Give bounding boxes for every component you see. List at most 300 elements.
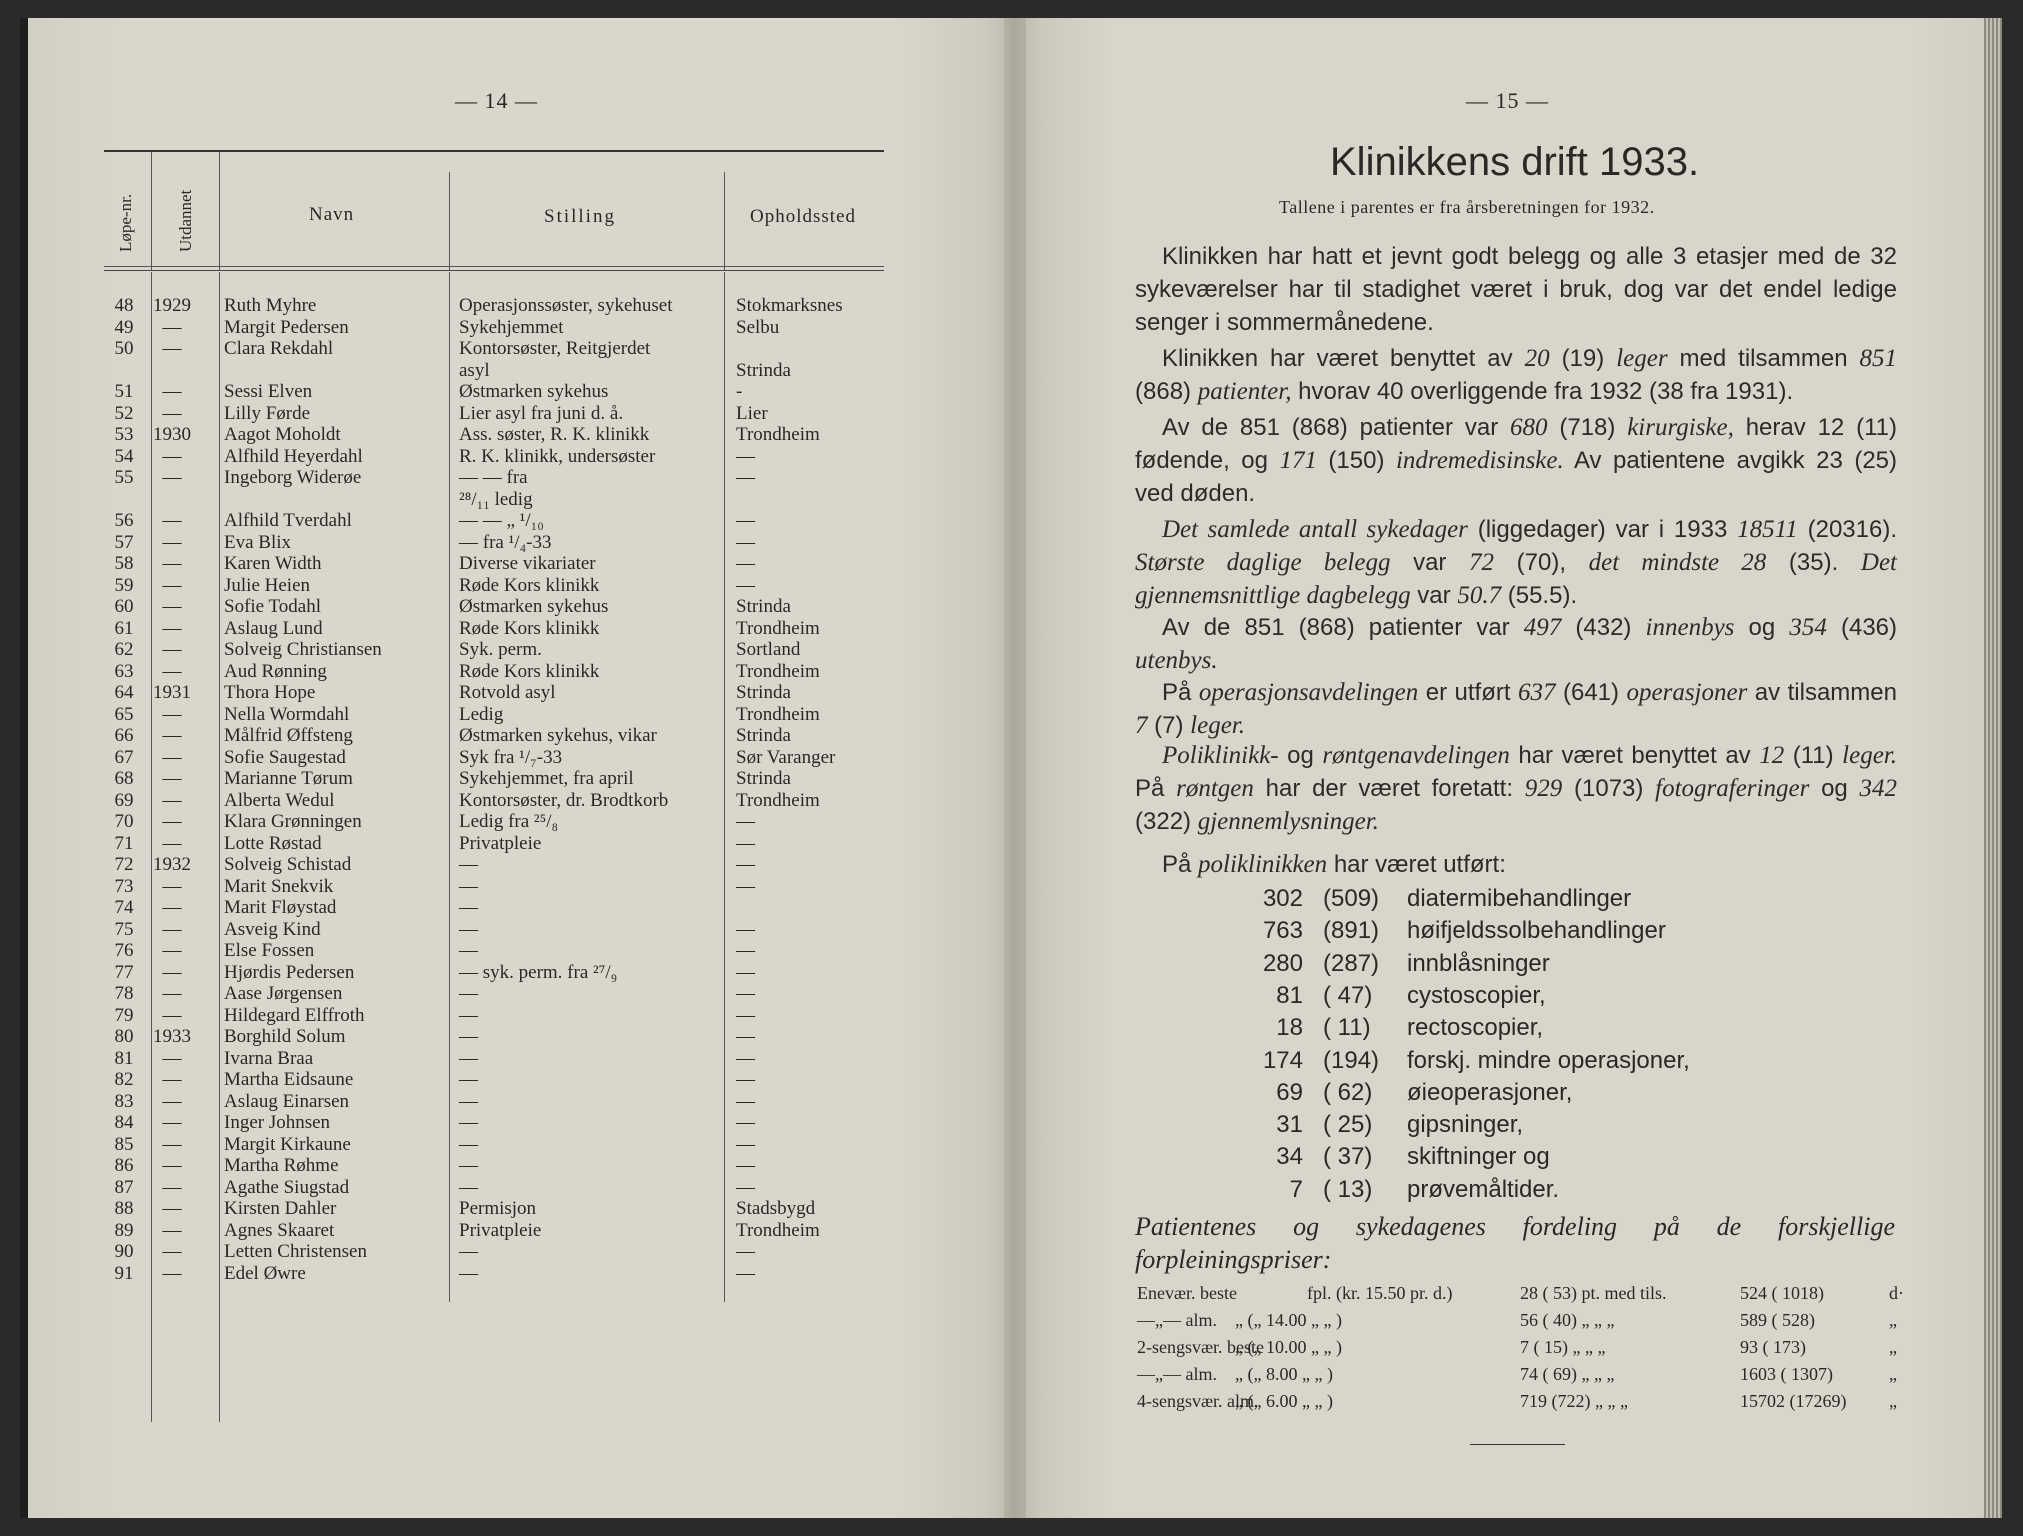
text: røntgenavdelingen [1322, 742, 1510, 769]
row-position: — [459, 1090, 478, 1112]
price-room: Enevær. beste [1137, 1283, 1237, 1303]
row-number: 76 [114, 940, 134, 961]
row-number: 86 [114, 1155, 134, 1176]
text: (7) [1147, 712, 1191, 739]
price-rate: fpl. (kr. 15.50 pr. d.) [1307, 1283, 1453, 1303]
table-row [104, 747, 884, 768]
row-position: — [459, 1133, 478, 1155]
p1-text: Klinikken har hatt et jevnt godt belegg og alle 3 etasjer med de 32 sykeværelser har til stadighet været i bruk, dog var det endel ledige senger i sommermånedene. [1135, 243, 1897, 336]
row-position: asyl [459, 359, 490, 381]
row-name: Aagot Moholdt [224, 424, 341, 445]
row-position: Rotvold asyl [459, 682, 556, 703]
row-number: 52 [114, 402, 134, 424]
row-number: 91 [114, 1262, 134, 1284]
row-position: Ass. søster, R. K. klinikk [459, 424, 650, 445]
row-position: Syk fra ¹/₇-33 [459, 746, 563, 768]
procedure-name: cystoscopier, [1407, 981, 1546, 1009]
row-place: Strinda [736, 359, 791, 381]
row-place: — [736, 1155, 755, 1176]
row-place: Trondheim [736, 789, 820, 811]
row-name: Agnes Skaaret [224, 1219, 335, 1241]
row-name: Sessi Elven [224, 381, 313, 402]
procedure-count: 280 [1262, 949, 1303, 977]
row-position: — [459, 1176, 478, 1198]
row-year: — [162, 1090, 182, 1112]
row-number: 50 [114, 338, 134, 359]
text: var [1390, 549, 1470, 576]
row-position: ²⁸/₁₁ ledig [459, 488, 533, 510]
table-row [104, 1112, 884, 1133]
text: 18511 [1737, 516, 1798, 543]
text: (432) [1561, 614, 1646, 641]
table-row [104, 1155, 884, 1176]
row-year: — [162, 510, 182, 531]
row-number: 48 [114, 295, 134, 316]
text: (liggedager) var i 1933 [1467, 516, 1738, 543]
price-rate: „ („ 14.00 „ „ ) [1235, 1310, 1342, 1330]
row-number: 57 [114, 531, 134, 553]
row-position: — fra ¹/₄-33 [459, 531, 552, 553]
text: (436) [1826, 614, 1898, 641]
row-place: Trondheim [736, 660, 820, 682]
procedure-row [1135, 885, 1835, 917]
paragraph-sick-days [1135, 513, 1897, 612]
paragraph-doctors [1135, 342, 1897, 408]
row-number: 89 [114, 1219, 134, 1241]
text: operasjonsavdelingen [1198, 679, 1419, 706]
row-position: Røde Kors klinikk [459, 660, 600, 682]
row-place: Sør Varanger [736, 746, 836, 768]
row-number: 60 [114, 596, 134, 617]
row-number: 72 [114, 854, 134, 875]
header-divider [449, 172, 450, 270]
price-patients: 28 ( 53) pt. med tils. [1520, 1283, 1667, 1303]
row-name: Alberta Wedul [224, 789, 335, 811]
row-name: Lilly Førde [224, 402, 311, 424]
row-year: — [162, 639, 182, 660]
row-year: — [162, 1155, 182, 1176]
procedure-prev: ( 11) [1323, 1014, 1371, 1042]
end-rule [1470, 1444, 1565, 1445]
row-year: — [162, 983, 182, 1004]
procedure-name: høifjeldssolbehandlinger [1407, 917, 1666, 945]
row-year: — [162, 1198, 182, 1219]
row-year: 1929 [153, 295, 191, 316]
row-number: 62 [114, 639, 134, 660]
table-row [104, 897, 884, 918]
table-row [104, 1134, 884, 1155]
table-row [104, 682, 884, 703]
row-position: Operasjonssøster, sykehuset [459, 295, 673, 316]
row-name: Kirsten Dahler [224, 1198, 337, 1219]
page-title: Klinikkens drift 1933. [1330, 140, 1700, 184]
procedure-name: gipsninger, [1407, 1111, 1524, 1139]
row-year: — [162, 1047, 182, 1069]
row-name: Marit Fløystad [224, 897, 337, 918]
row-place: — [736, 1026, 755, 1047]
row-year: 1931 [153, 682, 191, 703]
text: På [1162, 679, 1199, 706]
price-row [1137, 1337, 1907, 1361]
table-row [104, 338, 884, 359]
row-position: — [459, 1026, 478, 1047]
row-place: — [736, 875, 755, 897]
row-place: Selbu [736, 316, 780, 338]
row-position: Kontorsøster, dr. Brodtkorb [459, 789, 669, 811]
row-place: Trondheim [736, 703, 820, 725]
text: herav 12 (11) fødende, og [1135, 414, 1897, 474]
text: Det samlede antall sykedager [1162, 516, 1468, 543]
text: 680 [1510, 414, 1548, 441]
row-position: — [459, 897, 478, 918]
text: har været utført: [1327, 851, 1506, 878]
row-name: Else Fossen [224, 940, 315, 961]
price-room: 2-sengsvær. beste [1137, 1337, 1264, 1357]
row-number: 68 [114, 768, 134, 789]
table-row [104, 1048, 884, 1069]
procedure-row [1135, 1047, 1835, 1079]
row-position: Syk. perm. [459, 639, 542, 660]
row-name: Ruth Myhre [224, 295, 317, 316]
procedure-prev: (287) [1323, 949, 1380, 977]
row-number: 66 [114, 725, 134, 746]
text: 72 [1469, 549, 1495, 576]
row-year: — [162, 1133, 182, 1155]
row-name: Hjørdis Pedersen [224, 961, 355, 983]
row-place: — [736, 854, 755, 875]
text: røntgen [1176, 775, 1254, 802]
procedure-count: 34 [1276, 1143, 1303, 1171]
table-row [104, 919, 884, 940]
row-position: — [459, 1241, 478, 1262]
price-unit: „ [1889, 1310, 1897, 1330]
text: leger. [1190, 712, 1246, 739]
table-row [104, 553, 884, 574]
row-name: Edel Øwre [224, 1262, 306, 1284]
table-row [104, 876, 884, 897]
row-position: — [459, 1047, 478, 1069]
procedure-row [1135, 950, 1835, 982]
row-number: 51 [114, 381, 134, 402]
text: Poliklinikk- [1162, 742, 1279, 769]
row-place: — [736, 1004, 755, 1026]
paragraph-patients [1135, 411, 1897, 510]
table-row [104, 790, 884, 811]
price-row [1137, 1283, 1907, 1307]
row-number: 87 [114, 1176, 134, 1198]
row-position: Røde Kors klinikk [459, 574, 600, 596]
row-year: — [162, 832, 182, 854]
table-row [104, 833, 884, 854]
row-year: — [162, 574, 182, 596]
text: Av de 851 (868) patienter var [1162, 614, 1524, 641]
price-patients: 7 ( 15) „ „ „ [1520, 1337, 1606, 1357]
row-position: Østmarken sykehus, vikar [459, 725, 657, 746]
table-row [104, 1091, 884, 1112]
row-place: — [736, 1133, 755, 1155]
table-row [104, 639, 884, 660]
row-place: Trondheim [736, 1219, 820, 1241]
distribution-heading: Patientenes og sykedagenes fordeling på de forskjellige forpleiningspriser: [1135, 1212, 1895, 1274]
row-number: 56 [114, 510, 134, 531]
row-name: Inger Johnsen [224, 1112, 331, 1133]
text: (70), [1494, 549, 1589, 576]
col-header-utdannet: Utdannet [176, 189, 195, 252]
text: har været benyttet av [1509, 742, 1760, 769]
row-place: Strinda [736, 768, 791, 789]
row-name: Solveig Schistad [224, 854, 352, 875]
table-row [104, 811, 884, 832]
paragraph-operations [1135, 676, 1897, 742]
text: (868) [1135, 378, 1198, 405]
row-place: — [736, 1112, 755, 1133]
table-row [104, 940, 884, 961]
row-position: — [459, 918, 478, 940]
row-position: R. K. klinikk, undersøster [459, 445, 656, 467]
row-number: 73 [114, 875, 134, 897]
row-number: 75 [114, 918, 134, 940]
row-number: 83 [114, 1090, 134, 1112]
text: 12 [1759, 742, 1785, 769]
procedure-prev: ( 47) [1323, 981, 1373, 1009]
row-position: Ledig fra ²⁵/₈ [459, 811, 559, 832]
row-name: Marit Snekvik [224, 875, 334, 897]
text: innenbys [1645, 614, 1735, 641]
text: (11) [1784, 742, 1843, 769]
row-number: 55 [114, 467, 134, 488]
table-row [104, 596, 884, 617]
row-place: — [736, 553, 755, 574]
row-name: Borghild Solum [224, 1026, 346, 1047]
table-row [104, 768, 884, 789]
procedure-prev: (891) [1323, 917, 1380, 945]
row-position: — [459, 1112, 478, 1133]
table-row [104, 1026, 884, 1047]
table-row [104, 403, 884, 424]
row-place: — [736, 467, 755, 488]
text: (641) [1555, 679, 1627, 706]
text: (1073) [1562, 775, 1656, 802]
price-room: —„— alm. [1137, 1364, 1217, 1384]
row-name: Julie Heien [224, 574, 311, 596]
row-position: — [459, 854, 478, 875]
row-position: Sykehjemmet, fra april [459, 768, 634, 789]
procedure-name: diatermibehandlinger [1407, 885, 1632, 912]
row-name: Sofie Todahl [224, 596, 322, 617]
row-position: — — fra [459, 467, 528, 488]
text: På [1162, 851, 1199, 878]
row-name: Aud Rønning [224, 660, 327, 682]
text: (150) [1316, 447, 1396, 474]
row-name: Ivarna Braa [224, 1047, 314, 1069]
row-name: Aase Jørgensen [224, 983, 343, 1004]
table-row [104, 1005, 884, 1026]
text: 20 [1524, 345, 1550, 372]
row-number: 63 [114, 660, 134, 682]
row-position: Østmarken sykehus [459, 381, 609, 402]
row-year: — [162, 897, 182, 918]
row-number: 82 [114, 1069, 134, 1090]
row-year: — [162, 1004, 182, 1026]
text: er utført [1418, 679, 1519, 706]
row-year: — [162, 660, 182, 682]
table-row [104, 704, 884, 725]
procedure-prev: ( 13) [1323, 1175, 1373, 1203]
row-name: Klara Grønningen [224, 811, 362, 832]
text: har der været foretatt: [1253, 775, 1525, 802]
row-name: Aslaug Lund [224, 617, 323, 639]
text: fotograferinger [1655, 775, 1810, 802]
paragraph-xray [1135, 739, 1897, 838]
text: (55.5). [1501, 582, 1578, 609]
row-number: 88 [114, 1198, 134, 1219]
row-place: — [736, 832, 755, 854]
col-header-opholdssted: Opholdssted [750, 206, 856, 227]
table-row [104, 661, 884, 682]
page-subtitle: Tallene i parentes er fra årsberetningen for 1932. [1279, 197, 1655, 217]
row-year: — [162, 725, 182, 746]
row-year: — [162, 746, 182, 768]
row-year: 1932 [153, 854, 191, 875]
table-row [104, 381, 884, 402]
text: 7 [1135, 712, 1148, 739]
procedure-name: øieoperasjoner, [1407, 1078, 1573, 1106]
row-year: — [162, 961, 182, 983]
row-position: — [459, 875, 478, 897]
row-name: Martha Røhme [224, 1155, 339, 1176]
procedure-prev: ( 37) [1323, 1143, 1373, 1171]
table-row [104, 618, 884, 639]
row-place: Lier [736, 402, 768, 424]
row-place: — [736, 1047, 755, 1069]
row-position: Lier asyl fra juni d. å. [459, 402, 624, 424]
row-number: 80 [114, 1026, 134, 1047]
text: 354 [1789, 614, 1827, 641]
row-name: Asveig Kind [224, 918, 321, 940]
left-page-number: — 14 — [455, 88, 538, 113]
price-rate: „ („ 6.00 „ „ ) [1235, 1391, 1333, 1411]
row-year: — [162, 875, 182, 897]
row-name: Thora Hope [224, 682, 316, 703]
procedure-row [1135, 1079, 1835, 1111]
table-row [104, 360, 884, 381]
row-number: 67 [114, 746, 134, 768]
text: operasjoner [1626, 679, 1748, 706]
text: På [1135, 775, 1177, 802]
row-name: Nella Wormdahl [224, 703, 350, 725]
row-year: — [162, 445, 182, 467]
text: 50.7 [1457, 582, 1502, 609]
row-year: — [162, 596, 182, 617]
row-place: — [736, 811, 755, 832]
procedure-prev: ( 62) [1323, 1078, 1373, 1106]
header-divider [219, 152, 220, 270]
book-gutter [1004, 18, 1026, 1518]
table-row [104, 983, 884, 1004]
row-place: — [736, 1241, 755, 1262]
procedure-prev: (509) [1323, 885, 1380, 912]
table-row [104, 1220, 884, 1241]
row-number: 70 [114, 811, 134, 832]
row-year: — [162, 768, 182, 789]
text: (35). [1766, 549, 1861, 576]
price-room: 4-sengsvær. alm. [1137, 1391, 1259, 1411]
header-divider [724, 172, 725, 270]
row-position: Østmarken sykehus [459, 596, 609, 617]
row-number: 77 [114, 961, 134, 983]
price-days: 93 ( 173) [1740, 1337, 1806, 1357]
row-name: Margit Kirkaune [224, 1133, 351, 1155]
row-place: — [736, 983, 755, 1004]
procedure-row [1135, 1111, 1835, 1143]
col-header-navn: Navn [309, 204, 355, 225]
table-row [104, 575, 884, 596]
row-place: Strinda [736, 725, 791, 746]
row-year: — [162, 316, 182, 338]
row-place: — [736, 445, 755, 467]
row-year: — [162, 553, 182, 574]
row-place: — [736, 1262, 755, 1284]
row-number: 65 [114, 703, 134, 725]
text: 342 [1859, 775, 1898, 802]
procedure-count: 31 [1276, 1111, 1303, 1139]
text: (20316). [1797, 516, 1898, 543]
price-days: 1603 ( 1307) [1740, 1364, 1833, 1384]
row-number: 58 [114, 553, 134, 574]
procedure-row [1135, 982, 1835, 1014]
procedure-count: 763 [1262, 917, 1303, 945]
row-number: 53 [114, 424, 134, 445]
table-row [104, 467, 884, 488]
procedure-prev: ( 25) [1323, 1111, 1373, 1139]
row-place: Trondheim [736, 424, 820, 445]
row-year: — [162, 703, 182, 725]
price-days: 589 ( 528) [1740, 1310, 1815, 1330]
table-row [104, 532, 884, 553]
table-row [104, 1241, 884, 1262]
price-row [1137, 1310, 1907, 1334]
row-name: Karen Width [224, 553, 322, 574]
text: og [1278, 742, 1323, 769]
row-name: Aslaug Einarsen [224, 1090, 350, 1112]
row-position: — — „ ¹/₁₀ [459, 510, 544, 531]
row-year: — [162, 617, 182, 639]
price-row [1137, 1364, 1907, 1388]
table-row [104, 962, 884, 983]
row-year: — [162, 338, 182, 359]
row-number: 85 [114, 1133, 134, 1155]
row-name: Solveig Christiansen [224, 639, 382, 660]
row-name: Eva Blix [224, 531, 292, 553]
row-year: — [162, 1069, 182, 1090]
row-number: 59 [114, 574, 134, 596]
row-year: 1930 [153, 424, 191, 445]
row-name: Martha Eidsaune [224, 1069, 354, 1090]
text: 637 [1518, 679, 1556, 706]
row-year: — [162, 811, 182, 832]
procedure-name: forskj. mindre operasjoner, [1407, 1046, 1690, 1074]
row-position: Permisjon [459, 1198, 537, 1219]
table-row [104, 317, 884, 338]
page-edges [1984, 18, 2002, 1518]
row-place: — [736, 1090, 755, 1112]
procedure-row [1135, 1143, 1835, 1175]
text: 497 [1523, 614, 1562, 641]
text: Største daglige belegg [1135, 549, 1391, 576]
row-year: — [162, 467, 182, 488]
row-place: — [736, 510, 755, 531]
row-year: — [162, 789, 182, 811]
